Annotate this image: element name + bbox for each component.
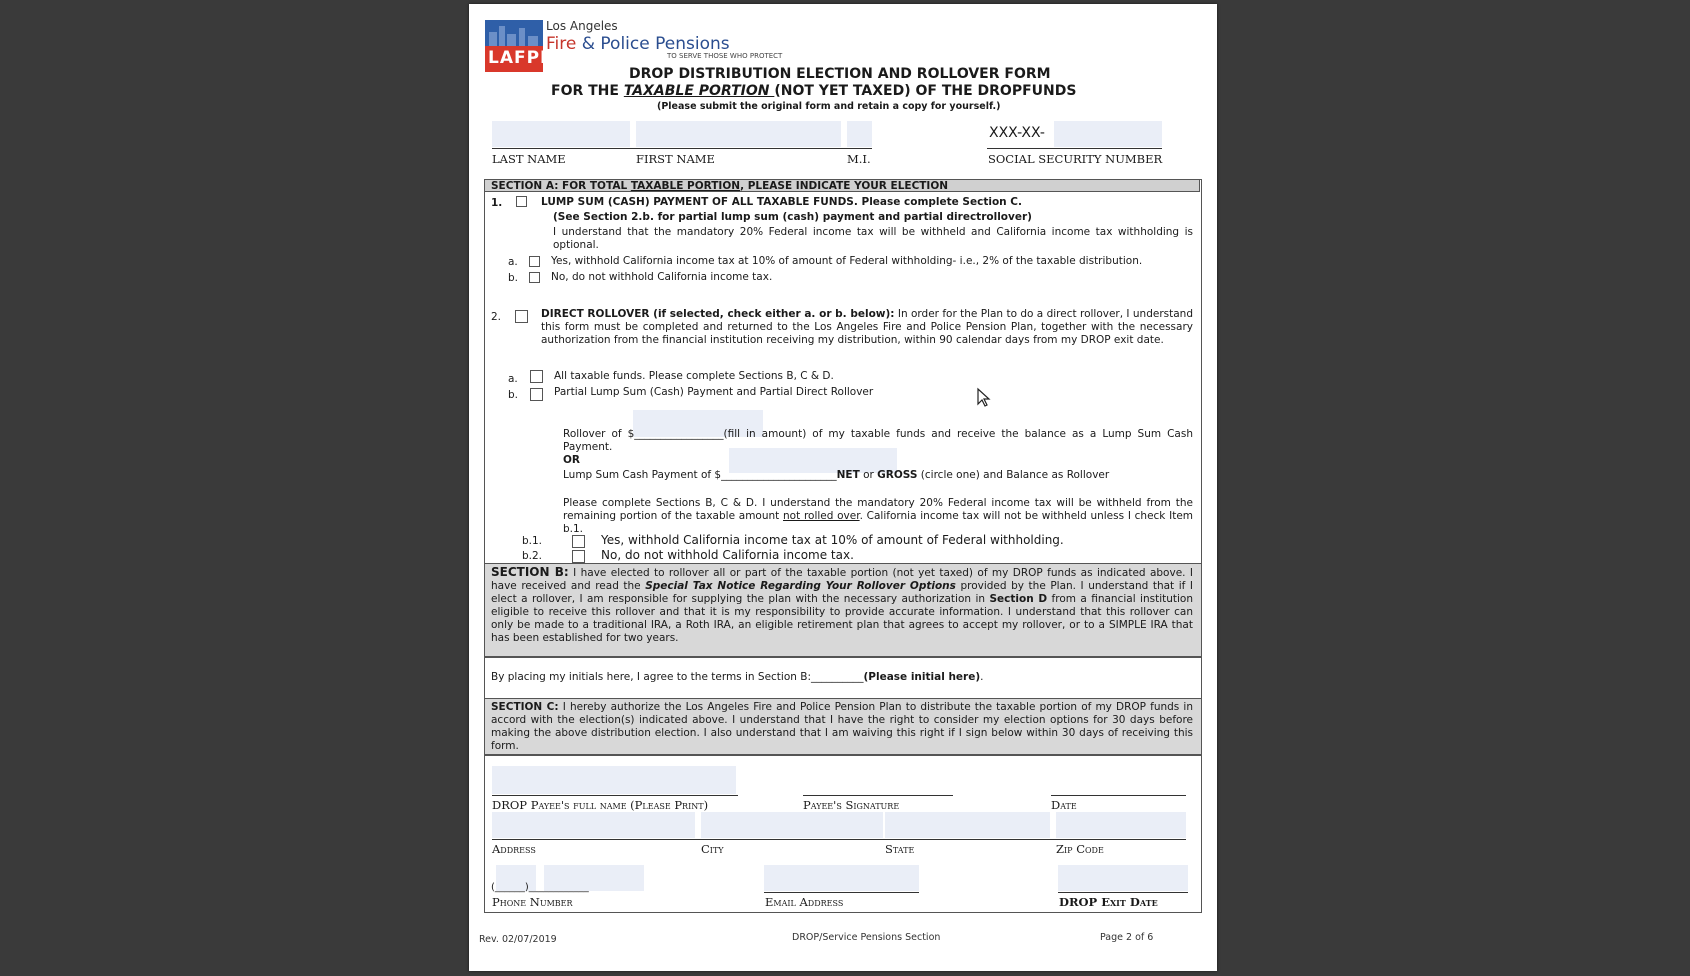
drop-exit-date-label: DROP Exit Date (1059, 895, 1158, 909)
form-subtitle: FOR THE TAXABLE PORTION (NOT YET TAXED) OF THE DROPFUNDS (551, 83, 1077, 99)
last-name-field[interactable] (492, 121, 630, 147)
org-city: Los Angeles (546, 19, 618, 33)
section-a-heading: SECTION A: FOR TOTAL TAXABLE PORTION, PLEASE INDICATE YOUR ELECTION (484, 179, 1200, 192)
b1-text: Yes, withhold California income tax at 10% of amount of Federal withholding. (601, 533, 1064, 547)
email-field[interactable] (764, 865, 919, 891)
payee-name-field[interactable] (492, 766, 736, 794)
mouse-cursor-icon (977, 388, 991, 408)
complete-sections-text: Please complete Sections B, C & D. I understand the mandatory 20% Federal income tax will be withheld from the remaining portion of the taxable amount not rolled over. California income tax will not be withheld unless I check Item b.1. (563, 497, 1194, 535)
payee-signature-label: Payee's Signature (803, 798, 900, 812)
all-taxable-text: All taxable funds. Please complete Sections B, C & D. (554, 370, 834, 382)
all-taxable-checkbox[interactable] (530, 370, 543, 383)
item1-subtitle: (See Section 2.b. for partial lump sum (cash) payment and partial directrollover) (553, 211, 1032, 223)
phone-label: Phone Number (492, 895, 573, 909)
address-field[interactable] (492, 812, 695, 838)
form-title: DROP DISTRIBUTION ELECTION AND ROLLOVER FORM (629, 66, 1051, 82)
partial-rollover-checkbox[interactable] (530, 388, 543, 401)
first-name-label: FIRST NAME (636, 152, 715, 166)
address-label: Address (492, 842, 536, 856)
state-field[interactable] (885, 812, 1050, 838)
org-name: Fire & Police Pensions (546, 34, 730, 54)
item1-note: I understand that the mandatory 20% Federal income tax will be withheld and California income tax withholding is optional. (553, 226, 1193, 251)
section-c-text: SECTION C: I hereby authorize the Los Angeles Fire and Police Pension Plan to distribute the taxable portion of my DROP funds in accord with the election(s) indicated above. I understand that I have the right to consider my election options for 30 days before making the above distribution election. I also understand that I am waiving this right if I sign below within 30 days of receiving this form. (491, 701, 1193, 752)
state-label: State (885, 842, 915, 856)
footer-section: DROP/Service Pensions Section (792, 932, 941, 943)
mi-field[interactable] (847, 121, 872, 147)
b2-checkbox[interactable] (572, 550, 585, 563)
drop-exit-date-field[interactable] (1058, 865, 1188, 891)
item1-title: LUMP SUM (CASH) PAYMENT OF ALL TAXABLE FUNDS. Please complete Section C. (541, 196, 1023, 208)
item2-text: DIRECT ROLLOVER (if selected, check either a. or b. below): In order for the Plan to do a direct rollover, I understand this form must be completed and returned to the Los Angeles Fire and Police Pension Plan, together with the necessary authorization from the financial institution receiving my distribution, within 90 calendar days from my DROP exit date. (541, 308, 1193, 346)
rollover-text: Rollover of $_________________(fill in amount) of my taxable funds and receive the balance as a Lump Sum Cash Payment. (563, 428, 1193, 453)
lump-sum-checkbox[interactable] (516, 196, 527, 207)
form-instruction: (Please submit the original form and retain a copy for yourself.) (657, 101, 1001, 112)
ssn-prefix: XXX-XX- (989, 125, 1045, 141)
email-label: Email Address (765, 895, 844, 909)
no-withhold-ca-text: No, do not withhold California income tax. (551, 271, 773, 283)
withhold-ca-text: Yes, withhold California income tax at 10% of amount of Federal withholding- i.e., 2% of the taxable distribution. (551, 255, 1143, 267)
revision-date: Rev. 02/07/2019 (479, 934, 557, 945)
page-number: Page 2 of 6 (1100, 932, 1154, 943)
city-field[interactable] (701, 812, 883, 838)
section-b-text: SECTION B: I have elected to rollover all or part of the taxable portion (not yet taxed) of my DROP funds as indicated above. I have received and read the Special Tax Notice Regarding Your Rollover Options provided by the Plan. I understand that if I elect a rollover, I am responsible for supplying the plan with the necessary authorization in Section D from a financial institution eligible to receive this rollover and that it is my responsibility to provide accurate information. I understand that this rollover can only be made to a traditional IRA, a Roth IRA, an eligible retirement plan that agrees to accept my rollover, or to a SIMPLE IRA that has been established for two years. (491, 565, 1193, 644)
zip-label: Zip Code (1056, 842, 1104, 856)
withhold-ca-checkbox[interactable] (529, 256, 540, 267)
initials-text: By placing my initials here, I agree to the terms in Section B:__________(Please initial here). (491, 671, 984, 683)
direct-rollover-checkbox[interactable] (515, 310, 528, 323)
first-name-field[interactable] (636, 121, 841, 147)
date-label: Date (1051, 798, 1077, 812)
no-withhold-ca-checkbox[interactable] (529, 272, 540, 283)
b1-checkbox[interactable] (572, 535, 585, 548)
lafpp-logo: LAFPP (485, 20, 543, 72)
city-label: City (701, 842, 724, 856)
form-page: LAFPP Los Angeles Fire & Police Pensions TO SERVE THOSE WHO PROTECT DROP DISTRIBUTION ELECTION AND ROLLOVER FORM FOR THE TAXABLE PORTION (NOT YET TAXED) OF THE DROPFUNDS (Please submit the original form and retain a copy for yourself.) LAST NAME FIRST NAME M.I. XXX-XX- SOCIAL SECURITY NUMBER SECTION A: FOR TOTAL TAXABLE PORTION, PLEASE INDICATE YOUR ELECTION 1. LUMP SUM (CASH) PAYMENT OF ALL TAXABLE FUNDS. Please complete Section C. (See Section 2.b. for partial lump sum (cash) payment and partial directrollover) I understand that the mandatory 20% Federal income tax will be withheld and California income tax withholding is optional. a. Yes, withhold California income tax at 10% of amount of Federal withholding- i.e., 2% of the taxable distribution. b. No, do not withhold California income tax. 2. DIRECT ROLLOVER (if selected, check either a. or b. below): In order for the Plan to do a direct rollover, I understand this form must be completed and returned to the Los Angeles Fire and Police Pension Plan, together with the necessary authorization from the financial institution receiving my distribution, within 90 calendar days from my DROP exit date. a. All taxable funds. Please complete Sections B, C & D. b. Partial Lump Sum (Cash) Payment and Partial Direct Rollover Rollover of $_________________(fill in amount) of my taxable funds and receive the balance as a Lump Sum Cash Payment. OR Lump Sum Cash Payment of $______________________NET or GROSS (circle one) and Balance as Rollover Please complete Sections B, C & D. I understand the mandatory 20% Federal income tax will be withheld from the remaining portion of the taxable amount not rolled over. California income tax will not be withheld unless I check Item b.1. b.1. Yes, withhold California income tax at 10% of amount of Federal withholding. b.2. No, do not withhold California income tax. SECTION B: I have elected to rollover all or part of the taxable portion (not yet taxed) of my DROP funds as indicated above. I have received and read the Special Tax Notice Regarding Your Rollover Options provided by the Plan. I understand that if I elect a rollover, I am responsible for supplying the plan with the necessary authorization in Section D from a financial institution eligible to receive this rollover and that it is my responsibility to provide accurate information. I understand that this rollover can only be made to a traditional IRA, a Roth IRA, an eligible retirement plan that agrees to accept my rollover, or to a SIMPLE IRA that has been established for two years. By placing my initials here, I agree to the terms in Section B:__________(Please initial here). SECTION C: I hereby authorize the Los Angeles Fire and Police Pension Plan to distribute the taxable portion of my DROP funds in accord with the election(s) indicated above. I understand that I have the right to consider my election options for 30 days before making the above distribution election. I also understand that I am waiving this right if I sign below within 30 days of receiving this form. DROP Payee's full name (Please Print) Payee's Signature Date Address City State Zip Code (______)____________ Phone Number Email Address DROP Exit Date Rev. 02/07/2019 DROP/Service Pensions Section Page 2 of 6 (469, 4, 1217, 971)
partial-rollover-text: Partial Lump Sum (Cash) Payment and Partial Direct Rollover (554, 386, 874, 398)
phone-mask: (______)____________ (491, 882, 589, 893)
zip-field[interactable] (1056, 812, 1186, 838)
last-name-label: LAST NAME (492, 152, 566, 166)
ssn-field[interactable] (1054, 121, 1162, 147)
b2-text: No, do not withhold California income tax. (601, 548, 854, 562)
mi-label: M.I. (847, 152, 871, 166)
lump-sum-text: Lump Sum Cash Payment of $______________________NET or GROSS (circle one) and Balance as Rollover (563, 469, 1110, 481)
payee-name-label: DROP Payee's full name (Please Print) (492, 798, 709, 812)
org-tagline: TO SERVE THOSE WHO PROTECT (667, 52, 783, 60)
ssn-label: SOCIAL SECURITY NUMBER (988, 152, 1163, 166)
